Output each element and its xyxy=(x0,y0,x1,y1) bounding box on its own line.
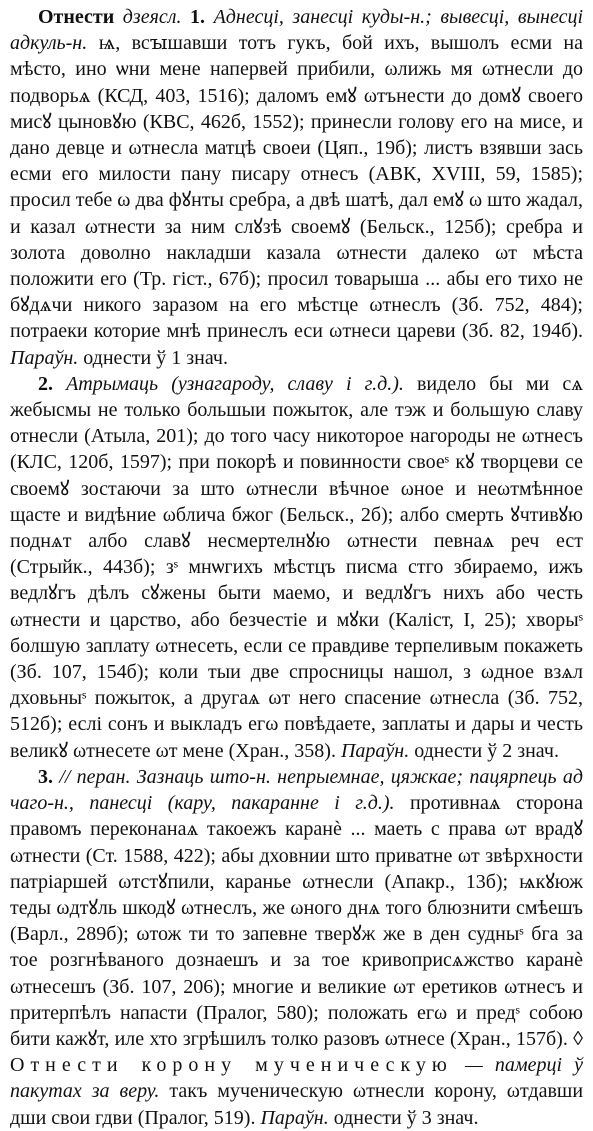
phrase-example: такъ мученическую ωтнесли корону, ωтдавши дши свои гдви (Пралог, 519). xyxy=(10,1080,584,1129)
sense-definition-1: Аднесці, занесці куды-н.; вывесці, вынесці адкуль-н. xyxy=(10,6,584,55)
set-phrase: Отнести корону мученическую xyxy=(10,1054,453,1077)
parallel-label-2: Параўн. xyxy=(340,739,410,762)
sense-text-3: противнаѧ сторона правомъ переконанаѧ такоежъ каранѐ ... маеть с права ωт врадꙋ ωтнести (Ст. 1588, 422); абы дховнии што приватне ωт звѣрхности патріаршей ωтстꙋпили, каранье ωтнесли (Апакр., 13б); ѩкꙋюж теды ωдтꙋль шкодꙋ ωтнеслъ, же ωного днѧ того блюзнити смѣешъ (Варл., 289б); ωтож ти то запевне тверꙋж же в ден судныˢ бга за тое розгнѣваного дознаешъ и за тое кривоприсѧжство каранѐ ωтнесешъ (Зб. 107, 206); многие и великие ωт еретиков ωтнесъ и притерпѣлъ напасти (Пралог, 580); положать егω и предˢ собою бити кажꙋт, иле хто згрѣшилъ толко разовъ ωтнесе (Хран., 157б). xyxy=(10,792,584,1050)
sense-3 xyxy=(10,764,583,1131)
headword: Отнести xyxy=(38,6,115,28)
sense-number-3: 3. xyxy=(38,765,53,788)
parallel-label-3: Параўн. xyxy=(260,1106,329,1129)
parallel-label-1: Параўн. xyxy=(10,346,79,369)
parallel-text-3: однести ў 3 знач. xyxy=(333,1106,479,1129)
phrase-gloss: — памерці ў пакутах за веру. xyxy=(10,1054,583,1103)
sense-definition-2: Атрымаць (узнагароду, славу і г.д.). xyxy=(66,372,404,395)
sense-definition-3: // перан. Зазнаць што-н. непрыемнае, цяжкае; пацярпець ад чаго-н., панесці (кару, пакаранне і г.д.). xyxy=(10,765,583,815)
phrase-marker: ◊ xyxy=(573,1027,583,1050)
sense-1 xyxy=(10,4,583,371)
sense-text-1: ѩ, всꙑшавши тотъ гукъ, бой ихъ, вышолъ есми на мѣсто, ино ѡни мене напервей прибили, ωлижь мя ωтнесли до подворьѧ (КСД, 403, 1516); даломъ емꙋ ωтънести до домꙋ своего мисꙋ цыновꙋю (КВС, 462б, 1552); принесли голову его на мисе, и дано девце и ωтнесла матцѣ своеи (Цяп., 19б); листъ взявши зась есми его милости пану писару отнесъ (АВК, XVIII, 59, 1585); просил тебе ω два фꙋнты сребра, а двѣ шатѣ, дал емꙋ ω што жадал, и казал ωтнести за ним слꙋзѣ своемꙋ (Бельск., 125б); сребра и золота доволно накладши казала ωтнести далеко ωт мѣста положити его (Тр. гіст., 67б); просил товарыша ... абы его тихо не бꙋдѧчи никого заразом на его мѣстце ωтнеслъ (Зб. 752, 484); потраеки которие мнѣ принеслъ еси ωтнеси цареви (Зб. 82, 194б). xyxy=(10,32,583,343)
grammar-label: дзеясл. xyxy=(122,6,182,28)
parallel-text-1: однести ў 1 знач. xyxy=(83,346,228,369)
parallel-text-2: однести ў 2 знач. xyxy=(414,739,559,762)
sense-number-2: 2. xyxy=(38,372,53,395)
sense-2 xyxy=(10,371,583,764)
sense-number-1: 1. xyxy=(190,6,206,28)
sense-text-2: видело бы ми сѧ жебысмы не только большыи пожыток, але тэж и большую славу отнесли (Атыла, 201); до того часу никоторое нагороды не ωтнесъ (КЛС, 120б, 1597); при покорѣ и повинности своеˢ кꙋ творцеви се своемꙋ зостаючи за што ωтнесли вѣчное ωное и неωтмѣнное щасте и видѣние ωблича бжог (Бельск., 2б); албо смерть ꙋчтивꙋю поднѧт албо славꙋ несмертелнꙋю ωтнести певнаѧ реч ест (Стрыйк., 443б); зˢ мнѡгихъ мѣстцъ писма стго збираемо, ижъ ведлꙋгъ дѣлъ сꙋжены быти маемо, и ведлꙋгъ нихъ або честь ωтнести и царство, або безчестіе и мꙋки (Каліст, І, 25); хворыˢ болшую заплату ωтнесеть, если се правдиве терпеливым покажеть (Зб. 107, 154б); коли тыи две спросницы нашол, з ωдное взѧл дховьныˢ пожыток, а другаѧ ωт него спасение ωтнесла (Зб. 752, 512б); еслі сонъ и выкладъ егω повѣдаете, заплаты и дары и честь великꙋ ωтнесете ωт мене (Хран., 358). xyxy=(10,372,583,762)
